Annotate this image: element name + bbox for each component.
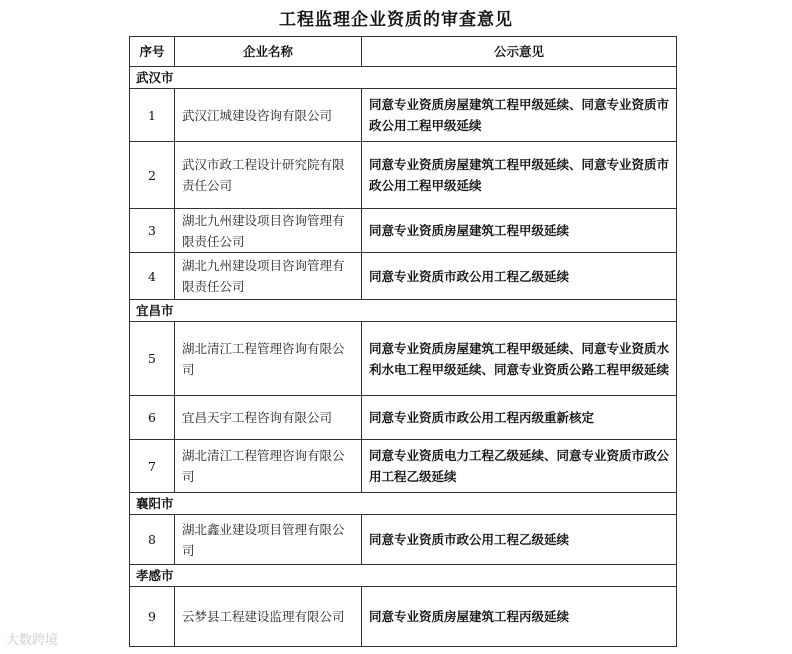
city-heading: 孝感市: [130, 565, 677, 587]
opinion: 同意专业资质房屋建筑工程甲级延续、同意专业资质市政公用工程甲级延续: [362, 89, 677, 142]
table-row: [130, 396, 677, 440]
watermark: 大数跨境: [6, 633, 59, 648]
company-name: 湖北清江工程管理咨询有限公司: [175, 440, 362, 493]
header-no: 序号: [130, 37, 175, 67]
row-number: 7: [130, 440, 175, 493]
header-opinion: 公示意见: [362, 37, 677, 67]
header-row: [130, 37, 677, 67]
company-name: 湖北鑫业建设项目管理有限公司: [175, 515, 362, 565]
opinion: 同意专业资质房屋建筑工程甲级延续、同意专业资质市政公用工程甲级延续: [362, 142, 677, 209]
company-name: 云梦县工程建设监理有限公司: [175, 587, 362, 647]
table-row: [130, 89, 677, 142]
company-name: 武汉市政工程设计研究院有限责任公司: [175, 142, 362, 209]
header-company-name: 企业名称: [175, 37, 362, 67]
row-number: 8: [130, 515, 175, 565]
opinion: 同意专业资质市政公用工程丙级重新核定: [362, 396, 677, 440]
row-number: 2: [130, 142, 175, 209]
city-heading: 武汉市: [130, 67, 677, 89]
table-row: [130, 587, 677, 647]
opinion: 同意专业资质市政公用工程乙级延续: [362, 253, 677, 300]
row-number: 5: [130, 322, 175, 396]
opinion: 同意专业资质房屋建筑工程甲级延续、同意专业资质水利水电工程甲级延续、同意专业资质公路工程甲级延续: [362, 322, 677, 396]
table-row: [130, 209, 677, 253]
row-number: 3: [130, 209, 175, 253]
company-name: 湖北九州建设项目咨询管理有限责任公司: [175, 253, 362, 300]
table-row: [130, 322, 677, 396]
table-row: [130, 142, 677, 209]
company-name: 宜昌天宇工程咨询有限公司: [175, 396, 362, 440]
document-title: 工程监理企业资质的审查意见: [279, 10, 513, 30]
table-row: [130, 515, 677, 565]
company-name: 湖北清江工程管理咨询有限公司: [175, 322, 362, 396]
row-number: 1: [130, 89, 175, 142]
row-number: 4: [130, 253, 175, 300]
review-table: [129, 36, 677, 647]
opinion: 同意专业资质市政公用工程乙级延续: [362, 515, 677, 565]
company-name: 武汉江城建设咨询有限公司: [175, 89, 362, 142]
opinion: 同意专业资质电力工程乙级延续、同意专业资质市政公用工程乙级延续: [362, 440, 677, 493]
city-heading: 宜昌市: [130, 300, 677, 322]
table-row: [130, 253, 677, 300]
city-heading: 襄阳市: [130, 493, 677, 515]
row-number: 9: [130, 587, 175, 647]
table-row: [130, 440, 677, 493]
opinion: 同意专业资质房屋建筑工程甲级延续: [362, 209, 677, 253]
row-number: 6: [130, 396, 175, 440]
opinion: 同意专业资质房屋建筑工程丙级延续: [362, 587, 677, 647]
company-name: 湖北九州建设项目咨询管理有限责任公司: [175, 209, 362, 253]
